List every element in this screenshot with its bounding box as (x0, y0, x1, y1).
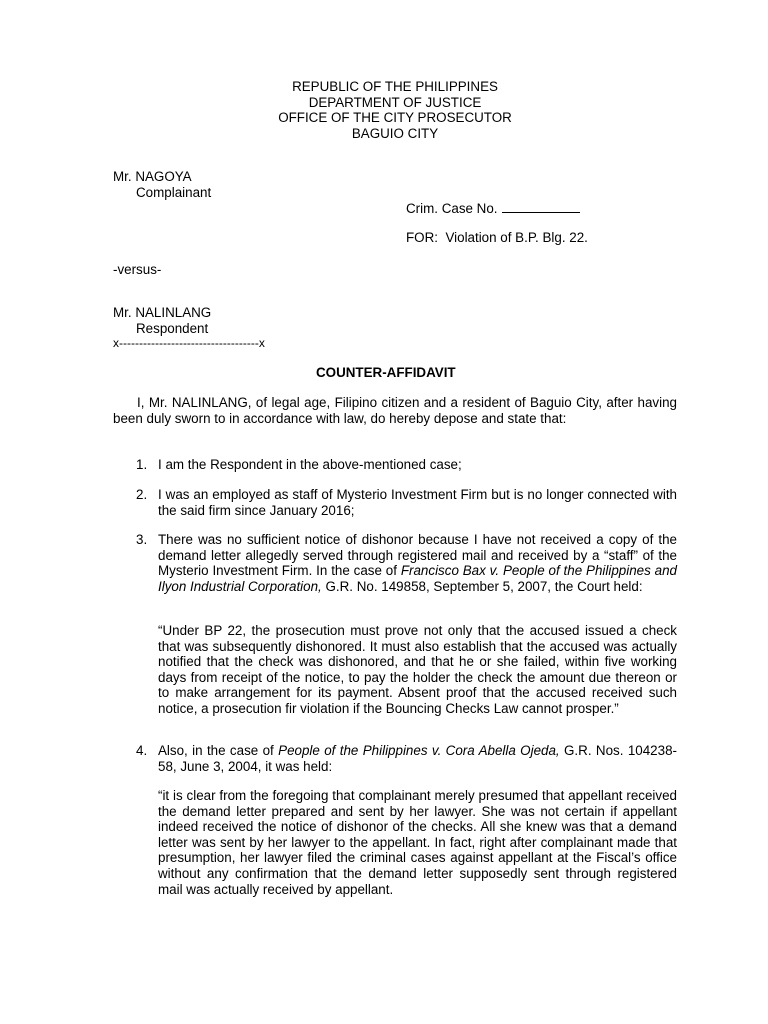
respondent-name: Mr. NALINLANG (113, 305, 212, 320)
case-citation-ojeda: People of the Philippines v. Cora Abella Ojeda, (278, 743, 560, 758)
quote-bax: “Under BP 22, the prosecution must prove not only that the accused issued a check that was subsequently dishonored. It must also establish that the accused was actually notified that the check was dishonored, and that he or she failed, within five working days from receipt of the notice, to pay the holder the check the amount due thereon or to make arrangement for its payment. Absent proof that the accused received such notice, a prosecution fir violation if the Bouncing Checks Law cannot prosper.” (158, 623, 677, 716)
intro-paragraph: I, Mr. NALINLANG, of legal age, Filipino citizen and a resident of Baguio City, after having been duly sworn to in accordance with law, do hereby depose and state that: (113, 395, 677, 426)
case-for (406, 230, 588, 246)
complainant-role: Complainant (136, 185, 212, 200)
case-for-value: Violation of B.P. Blg. 22. (445, 230, 588, 245)
document-header (0, 79, 768, 141)
caption-separator: x-----------------------------------x (113, 336, 265, 350)
item-4-text: Also, in the case of People of the Philippines v. Cora Abella Ojeda, G.R. Nos. 104238-58, June 3, 2004, it was held: (158, 743, 677, 774)
quote-ojeda: “it is clear from the foregoing that complainant merely presumed that appellant received the demand letter prepared and sent by her lawyer. She was not certain if appellant indeed received the notice of dishonor of the checks. All she knew was that a demand letter was sent by her lawyer to the appellant. In fact, right after complainant made that presumption, her lawyer filed the criminal cases against appellant at the Fiscal’s office without any confirmation that the demand letter supposedly sent through registered mail was actually received by appellant. (158, 788, 677, 897)
document-title: COUNTER-AFFIDAVIT (316, 365, 456, 380)
case-for-label: FOR: (406, 230, 438, 245)
complainant-name: Mr. NAGOYA (113, 169, 192, 184)
respondent-role: Respondent (136, 321, 209, 336)
case-number-label: Crim. Case No. (406, 201, 498, 216)
item-number: 4. (136, 743, 148, 758)
item-1-text: I am the Respondent in the above-mentioned case; (158, 457, 462, 472)
header-republic: REPUBLIC OF THE PHILIPPINES (292, 79, 498, 94)
item-3-text: There was no sufficient notice of dishonor because I have not received a copy of the demand letter allegedly served through registered mail and received by a “staff” of the Mysterio Investment Firm. In the case of Francisco Bax v. People of the Philippines and Ilyon Industrial Corporation, G.R. No. 149858, September 5, 2007, the Court held: (158, 532, 677, 594)
case-number-blank (502, 201, 580, 213)
header-office: OFFICE OF THE CITY PROSECUTOR (278, 110, 512, 126)
item-number: 1. (136, 457, 148, 472)
header-department: DEPARTMENT OF JUSTICE (308, 94, 482, 110)
item-number: 3. (136, 532, 148, 547)
item-2-text: I was an employed as staff of Mysterio Investment Firm but is no longer connected with the said firm since January 2016; (158, 487, 677, 518)
case-citation-bax: Francisco Bax v. People of the Philippines and Ilyon Industrial Corporation, (158, 563, 677, 594)
item-number: 2. (136, 487, 148, 502)
versus-label: -versus- (113, 262, 162, 277)
header-city: BAGUIO CITY (351, 125, 439, 141)
case-number (406, 201, 580, 217)
